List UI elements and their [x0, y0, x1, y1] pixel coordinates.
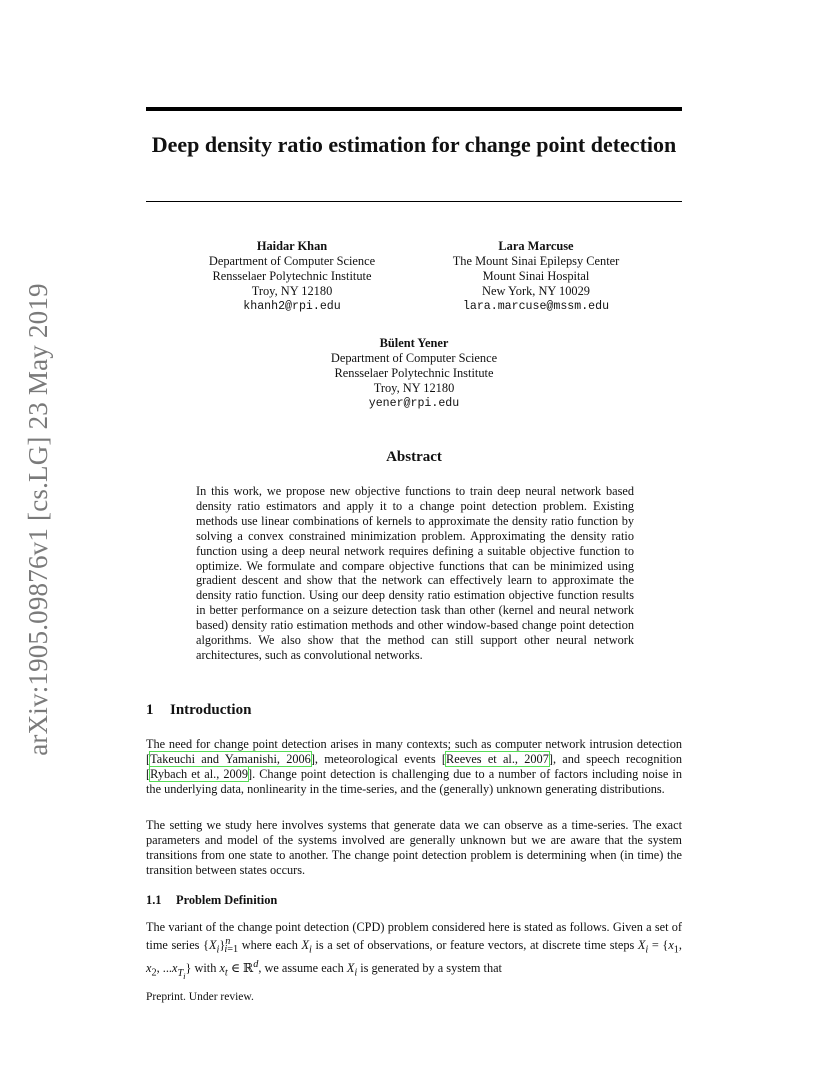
author-block — [430, 239, 642, 314]
text-run: ], meteorological events [ — [310, 751, 447, 766]
text-run: ]. Change point detection is challenging due to a number of factors including noise in the underlying data, nonlinearity in the time-series, and the (generally) unknown generating distributions. — [146, 766, 682, 796]
author-name: Bülent Yener — [379, 336, 449, 350]
arxiv-stamp: arXiv:1905.09876v1 [cs.LG] 23 May 2019 — [22, 282, 53, 756]
math-xi-def: $X_i = \{x_1$, $x_2$, $...x_{T_i}$} — [146, 938, 682, 981]
author-email[interactable]: yener@rpi.edu — [368, 397, 460, 410]
author-block — [300, 336, 528, 411]
section-number: 1 — [146, 702, 154, 718]
section-title: Introduction — [170, 702, 252, 718]
text-run: The need for change point detection arises in many contexts; such as computer network intrusion detection [ — [146, 737, 682, 766]
intro-paragraph-1 — [146, 737, 682, 797]
author-institution: Mount Sinai Hospital — [482, 269, 590, 283]
author-institution: Rensselaer Polytechnic Institute — [212, 269, 372, 283]
title-rule-bottom — [146, 201, 682, 202]
text-run: , we assume each — [258, 961, 347, 976]
preprint-footer: Preprint. Under review. — [146, 991, 254, 1003]
citation-link[interactable]: Reeves et al., 2007 — [446, 751, 549, 766]
text-run: The variant of the change point detection (CPD) problem considered here is stated as follows. Given a set of time series — [146, 920, 682, 952]
author-email[interactable]: khanh2@rpi.edu — [243, 300, 341, 313]
subsection-title: Problem Definition — [176, 893, 278, 907]
subsection-heading — [146, 893, 277, 908]
author-dept: The Mount Sinai Epilepsy Center — [452, 254, 620, 268]
math-xt-in-rd: $x_t$ ∈ ℝ$^d$ — [219, 959, 259, 979]
author-city: Troy, NY 12180 — [373, 381, 455, 395]
abstract-text: In this work, we propose new objective functions to train deep neural network based density ratio estimators and apply it to a change point detection problem. Existing methods use linear combinations of kernels to approximate the density ratio function by solving a convex constrained minimization problem. Approximating the density ratio function using a deep neural network requires defining a suitable objective function to optimize. We formulate and compare objective functions that can be minimized using gradient descent and show that the network can effectively learn to approximate the density ratio function. Using our deep density ratio estimation objective function results in better performance on a seizure detection task than other (kernel and neural network based) density ratio estimation methods and other window-based change point detection algorithms. We also show that the method can still support other neural network architectures, such as convolutional networks. — [196, 484, 634, 662]
math-xi: $X_i$ — [346, 961, 358, 979]
citation-link[interactable]: Rybach et al., 2009 — [150, 766, 248, 781]
text-run: with — [191, 961, 220, 976]
math-xi: $X_i$ — [301, 938, 312, 956]
section-heading — [146, 702, 251, 719]
author-email[interactable]: lara.marcuse@mssm.edu — [462, 300, 610, 313]
author-city: Troy, NY 12180 — [251, 284, 333, 298]
author-dept: Department of Computer Science — [208, 254, 376, 268]
subsection-number: 1.1 — [146, 893, 162, 907]
intro-paragraph-2: The setting we study here involves systems that generate data we can observe as a time-series. The exact parameters and model of the systems involved are generally unknown but we are aware that the system transitions from one state to another. The change point detection problem is determining when (in time) the transition between states occurs. — [146, 818, 682, 877]
text-run: where each — [238, 938, 302, 952]
author-name: Haidar Khan — [256, 239, 328, 253]
math-time-series-set: $\{X_i\}^n_{i=1}$ — [203, 935, 239, 956]
text-run: is generated by a system that — [357, 961, 502, 976]
paper-title: Deep density ratio estimation for change point detection — [151, 132, 677, 157]
text-run: ], and speech recognition [ — [146, 751, 683, 781]
citation-link[interactable]: Takeuchi and Yamanishi, 2006 — [150, 751, 311, 766]
problem-paragraph — [146, 920, 682, 984]
title-rule-top — [146, 107, 682, 111]
author-dept: Department of Computer Science — [330, 351, 498, 365]
author-city: New York, NY 10029 — [482, 284, 590, 298]
abstract-heading: Abstract — [386, 449, 442, 465]
author-block — [190, 239, 394, 314]
author-institution: Rensselaer Polytechnic Institute — [334, 366, 494, 380]
author-name: Lara Marcuse — [498, 239, 574, 253]
text-run: is a set of observations, or feature vectors, at discrete time steps — [311, 938, 638, 952]
